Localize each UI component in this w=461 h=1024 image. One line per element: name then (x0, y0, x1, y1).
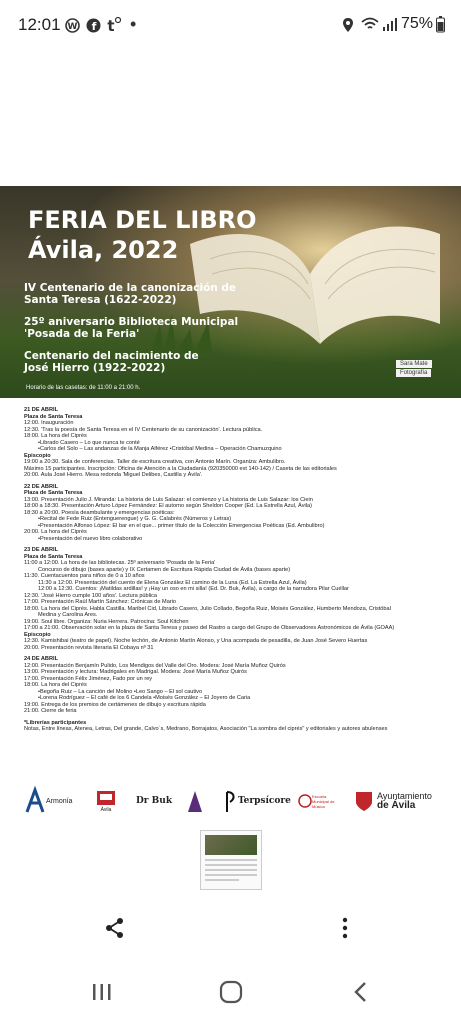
program-entry: 19:00 a 20:30. Sala de conferencias. Taller de escritura creativa, con Antonio Marín. Organiza: Ambulibro. (24, 459, 286, 465)
program-entry: 18:00. La hora del Ciprés. Habla Castilla. Maribel Cid, Librado Casero, Julio Collado, Begoña Ruiz, Moisés González, Humberto Mendoza, Cristóbal (24, 605, 391, 612)
program-entry: 20:00. Presentación revista literaria El Cobaya nº 31 (24, 644, 154, 651)
program-entry: 19:00. Soul libre. Organiza: Nuria Herrera. Patrocina: Soul Kitchen (24, 618, 189, 625)
program-venue: Episcopio (24, 631, 51, 638)
photo-credit-role: Fotografía (396, 369, 431, 377)
program-entry: 17:00. Presentación Félix Jiménez, Fado por un rey (24, 675, 153, 682)
program-venue: Plaza de Santa Teresa (24, 553, 83, 560)
music-logo-icon (298, 789, 312, 813)
program-entry: 18:00. La hora del Ciprés (24, 682, 87, 688)
poster-title-line2: Ávila, 2022 (28, 236, 179, 264)
logo-ayuntamiento (354, 786, 432, 816)
ambulibro-logo-icon (184, 788, 206, 814)
program-entry: •Presentación del nuevo libro colaborativo (38, 535, 143, 542)
program-entry: 12:00. Presentación Benjamín Pulido, Los Mendigos del Valle del Oro. Modera: José María Muñoz Quirós (24, 662, 286, 669)
poster-subtitle-3a: Centenario del nacimiento de (24, 350, 199, 362)
home-icon[interactable] (219, 980, 243, 1004)
program-entry: 13:00. Presentación Julio J. Miranda: La historia de Luis Salazar: el comienzo y La historia de Luis Salazar: los Ciein (24, 496, 313, 503)
program-entry: Medina y Carolina Ares. (38, 612, 98, 618)
program-day-heading: *Librerías participantes (24, 719, 87, 726)
program-venue: Plaza de Santa Teresa (24, 413, 83, 420)
program-day-heading: 23 DE ABRIL (24, 547, 58, 553)
status-bar (0, 0, 461, 52)
program-entry: 17:00 a 21:00. Observación solar en la plaza de Santa Teresa y paseo del Rastro a cargo del Grupo de Observadores Astronómicos de Ávila (GOAA) (24, 625, 395, 631)
program-list (24, 402, 439, 733)
poster-subtitle-2a: 25º aniversario Biblioteca Municipal (24, 316, 239, 328)
program-entry: •Presentación Alfonso López: El bar en el que... primer título de la Colección Emergencias Poéticas (Ed. Ambulibro) (38, 522, 325, 529)
recents-icon[interactable] (91, 982, 113, 1002)
logo-terpsicore (224, 786, 291, 816)
poster-title-line1: FERIA DEL LIBRO (28, 206, 257, 234)
program-day-heading: 22 DE ABRIL (24, 483, 58, 490)
back-icon[interactable] (352, 981, 368, 1003)
program-entry: •Begoña Ruiz – La canción del Molino •Leo Sango – El sol cautivo (38, 688, 203, 695)
svg-text:f: f (91, 20, 97, 33)
program-venue: Episcopio (24, 452, 51, 459)
program-entry: 21:00. Cierre de feria (24, 708, 77, 714)
poster-subtitle-3b: José Hierro (1922-2022) (24, 362, 166, 374)
more-vert-icon[interactable] (340, 917, 350, 939)
logo-avila-label: Ávila (100, 807, 112, 813)
program-entry: 19:00. Entrega de los premios de certámenes de dibujo y escritura rápida (24, 701, 206, 708)
program-entry: 12:30. 'Tras la poesía de Santa Teresa en el IV Centenario de su canonización'. Lectura pública. (24, 426, 263, 433)
signal-icon (382, 17, 398, 32)
program-venue: Plaza de Santa Teresa (24, 490, 83, 496)
program-entry: 13:00. Presentación y lectura: Madrigales en Madrigal. Modera: José María Muñoz Quirós (24, 669, 247, 675)
logo-terpsicore-label: Terpsícore (238, 796, 291, 806)
program-entry: Máximo 15 participantes. Inscripción: Oficina de Atención a la Ciudadanía (920350000 ext 140-142) / Caseta de las editoriales (24, 465, 337, 472)
logo-escuela-musica (298, 786, 344, 816)
program-entry: •Lorena Rodríguez – El café de los 6 Candela •Moisés González – El Joyero de Caria (38, 695, 251, 701)
program-entry: 18:00 a 18:30. Presentación Arturo López Fernández: El autorno según Sheldon Cooper (Ed. La Estrella Azul, Ávila) (24, 503, 312, 509)
program-entry: 11:00 a 12:00. La hora de las bibliotecas. 25º aniversario 'Posada de la Feria' (24, 560, 216, 566)
terpsicore-logo-icon (224, 788, 238, 814)
system-navigation-bar (0, 958, 461, 1024)
battery-icon (436, 16, 445, 33)
program-entry: 11:30 a 12:00. Presentación del cuento de Elena González El camino de la Luna (Ed. La Estrella Azul, Ávila) (38, 579, 307, 586)
program-entry: 12:30. Kamishibai (teatro de papel). Noche lechón, de Antonio Martín Alonso, y Una acompada de pesadilla, de Juan José Severo Huertas (24, 638, 368, 644)
svg-text:t: t (107, 17, 115, 35)
poster-hero (0, 186, 461, 398)
viewer-action-bar (0, 905, 461, 950)
program-entry: 18:30 a 20:00. Poesía deambulante y emergencias poéticas: (24, 509, 175, 516)
location-icon (342, 17, 354, 33)
program-entry: •Recital de Fede Ruiz (Entenguerengue) y G. G. Calabrés (Números y Letras) (38, 516, 232, 522)
sponsor-logos (24, 786, 444, 816)
armonia-logo-icon (24, 788, 46, 814)
program-entry: 11:30. Cuentacuentos para niños de 0 a 10 años (24, 573, 145, 579)
logo-armonia-label: Armonía (46, 797, 73, 805)
svg-text:W: W (67, 22, 78, 32)
tumblr-icon (106, 16, 122, 33)
program-entry: 12:00 a 12:30. Cuentos: ¡Matildas ardillas! y ¡Hay un oso en mi silla! (Ed. Dr. Buk, Ávila), a cargo de la narradora Pilar Cuéllar (38, 586, 349, 592)
program-day-heading: 21 DE ABRIL (24, 407, 58, 413)
program-entry: •Carlos del Solo – Las andanzas de la Manja Alférez •Cristóbal Medina – Operación Chamuzquino (38, 446, 282, 452)
clock: 12:01 (18, 15, 61, 34)
notification-dot: • (130, 14, 137, 34)
wifi-icon (360, 16, 380, 32)
poster-subtitle-2b: 'Posada de la Feria' (24, 328, 140, 340)
program-entry: 20:00. La hora del Ciprés (24, 529, 87, 535)
battery-percent: 75% (401, 15, 434, 32)
program-entry: 12:00. Inauguración (24, 420, 74, 426)
program-day-heading: 24 DE ABRIL (24, 656, 58, 662)
avila-shield-icon (96, 789, 116, 807)
poster-subtitle-1a: IV Centenario de la canonización de (24, 282, 237, 294)
program-entry: Concurso de dibujo (bases aparte) y IX Certamen de Escritura Rápida Ciudad de Ávila (bases aparte) (38, 566, 291, 573)
wordpress-icon (65, 18, 80, 33)
program-entry: 12:30. 'José Hierro cumple 100 años'. Lectura pública (24, 592, 158, 599)
program-entry: 18:00. La hora del Ciprés (24, 433, 87, 439)
poster-image[interactable] (0, 186, 461, 813)
poster-subtitle-1b: Santa Teresa (1622-2022) (24, 294, 177, 306)
logo-ayuntamiento-line2: de Ávila (377, 800, 416, 811)
share-icon[interactable] (104, 917, 126, 939)
logo-armonia (24, 786, 72, 816)
program-entry: •Librado Casero – Lo que nunca te conté (38, 439, 140, 446)
image-thumbnail[interactable] (200, 830, 262, 890)
logo-ambulibro (184, 786, 206, 816)
facebook-icon (86, 18, 101, 33)
poster-hours: Horario de las casetas: de 11:00 a 21:00 h. (26, 385, 141, 391)
logo-ayuntamiento-line1: Ayuntamiento (377, 791, 432, 801)
logo-escuela-label: Escuela Municipal de Música (312, 793, 335, 809)
thumbnail-preview (205, 835, 257, 855)
ayuntamiento-shield-icon (354, 790, 374, 812)
program-entry: 20:00. Aula José Hierro. Mesa redonda 'Miguel Delibes, Castilla y Ávila'. (24, 472, 203, 478)
logo-avila-shield (96, 786, 116, 816)
logo-drbuk: Dr Buk (136, 796, 173, 806)
program-entry: 17:00. Presentación Raúl Martín Sánchez: Crónicas de Mario (24, 599, 177, 605)
program-entry: Notas, Entre líneas, Atenea, Letras, Del grande, Calvo´s, Medrano, Borrajatos, Asociación "La sombra del ciprés" y editoriales y autores abulenses (24, 726, 388, 732)
photo-credit-name: Sara Mate (396, 360, 432, 368)
